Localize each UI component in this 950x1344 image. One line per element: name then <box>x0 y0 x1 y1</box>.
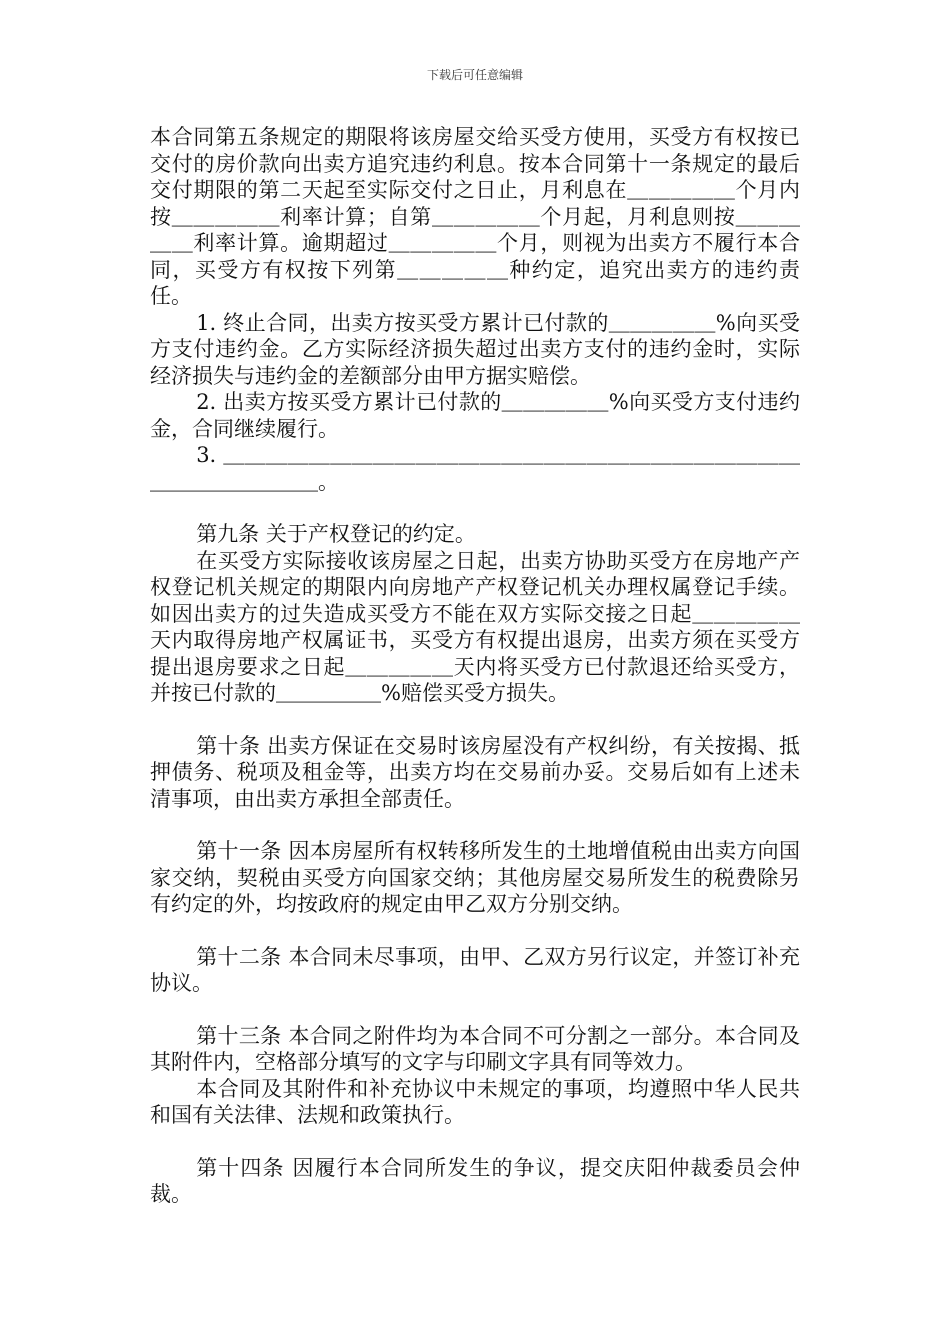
article-9-title: 第九条 关于产权登记的约定。 <box>196 522 476 546</box>
paragraph-option-2: 2. 出卖方按买受方累计已付款的＿＿＿＿＿%向买受方支付违约金，合同继续履行。 <box>150 390 800 441</box>
paragraph-gap <box>150 997 800 1023</box>
article-14: 第十四条 因履行本合同所发生的争议，提交庆阳仲裁委员会仲裁。 <box>150 1155 800 1206</box>
article-13: 第十三条 本合同之附件均为本合同不可分割之一部分。本合同及其附件内，空格部分填写的文字与印刷文字具有同等效力。 <box>150 1023 800 1074</box>
paragraph-option-3: 3. ＿＿＿＿＿＿＿＿＿＿＿＿＿＿＿＿＿＿＿＿＿＿＿＿＿＿＿＿＿＿＿＿＿＿＿。 <box>150 443 800 494</box>
page-header: 下载后可任意编辑 <box>426 68 523 82</box>
paragraph-gap <box>150 812 800 838</box>
paragraph-option-1: 1. 终止合同，出卖方按买受方累计已付款的＿＿＿＿＿%向买受方支付违约金。乙方实际经济损失超过出卖方支付的违约金时，实际经济损失与违约金的差额部分由甲方据实赔偿。 <box>150 310 800 388</box>
paragraph-gap <box>150 918 800 944</box>
article-10: 第十条 出卖方保证在交易时该房屋没有产权纠纷，有关按揭、抵押债务、税项及租金等，出卖方均在交易前办妥。交易后如有上述未清事项，由出卖方承担全部责任。 <box>150 733 800 811</box>
paragraph-gap <box>150 707 800 733</box>
paragraph-gap <box>150 1129 800 1155</box>
article-9-body: 在买受方实际接收该房屋之日起，出卖方协助买受方在房地产产权登记机关规定的期限内向房地产产权登记机关办理权属登记手续。如因出卖方的过失造成买受方不能在双方实际交接之日起＿＿＿＿＿天内取得房地产权属证书，买受方有权提出退房，出卖方须在买受方提出退房要求之日起＿＿＿＿＿天内将买受方已付款退还给买受方，并按已付款的＿＿＿＿＿%赔偿买受方损失。 <box>150 548 800 705</box>
paragraph-gap <box>150 495 800 521</box>
article-13-supplement: 本合同及其附件和补充协议中未规定的事项，均遵照中华人民共和国有关法律、法规和政策执行。 <box>150 1076 800 1127</box>
article-11: 第十一条 因本房屋所有权转移所发生的土地增值税由出卖方向国家交纳，契税由买受方向国家交纳；其他房屋交易所发生的税费除另有约定的外，均按政府的规定由甲乙双方分别交纳。 <box>150 839 800 916</box>
paragraph-breach-interest: 本合同第五条规定的期限将该房屋交给买受方使用，买受方有权按已交付的房价款向出卖方追究违约利息。按本合同第十一条规定的最后交付期限的第二天起至实际交付之日止，月利息在＿＿＿＿＿个月内按＿＿＿＿＿利率计算；自第＿＿＿＿＿个月起，月利息则按＿＿＿＿＿利率计算。逾期超过＿＿＿＿＿个月，则视为出卖方不履行本合同，买受方有权按下列第＿＿＿＿＿种约定，追究出卖方的违约责任。 <box>150 125 800 308</box>
document-body <box>150 124 800 1208</box>
article-12: 第十二条 本合同未尽事项，由甲、乙双方另行议定，并签订补充协议。 <box>150 944 800 995</box>
